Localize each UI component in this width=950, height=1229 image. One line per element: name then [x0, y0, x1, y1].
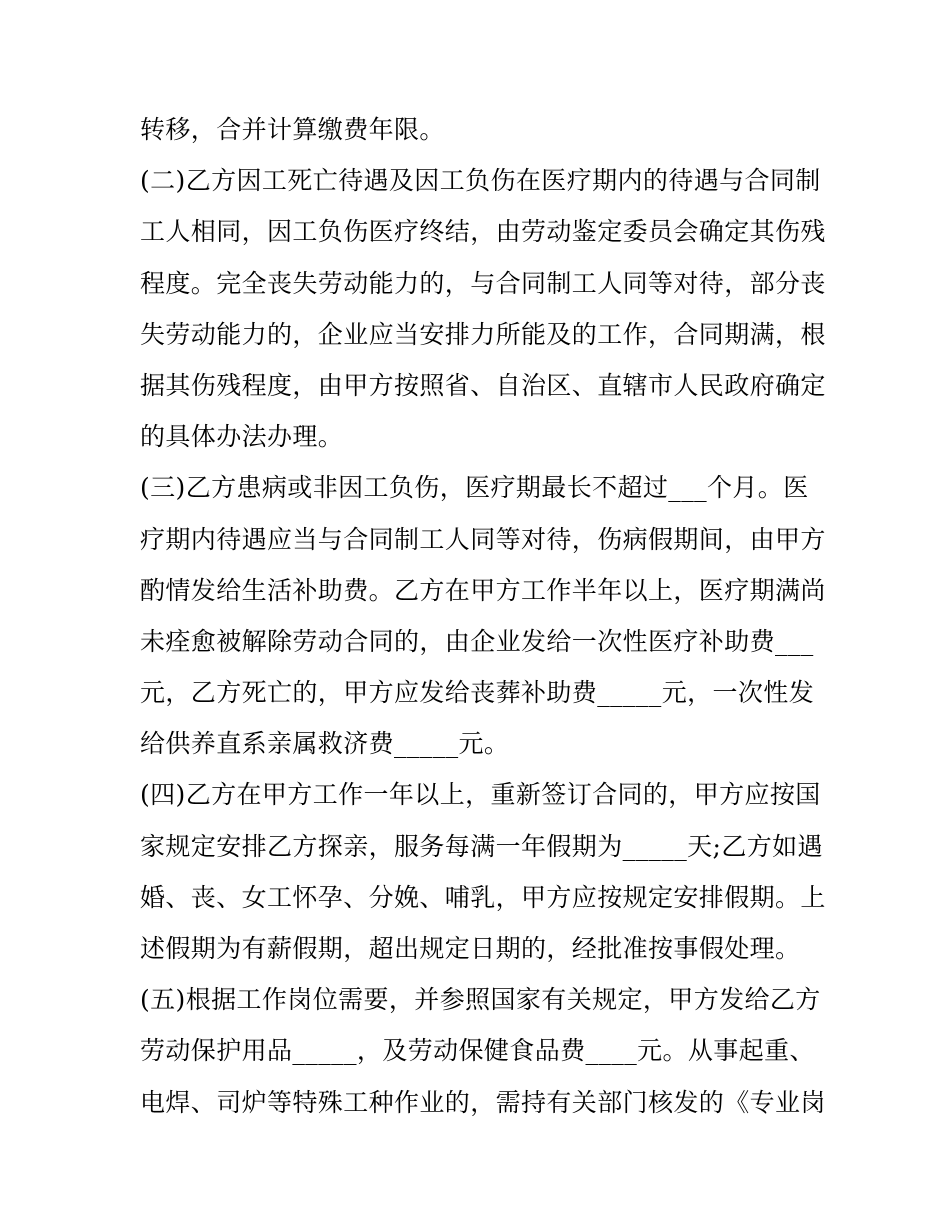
text-line: (五)根据工作岗位需要，并参照国家有关规定，甲方发给乙方	[140, 985, 821, 1015]
document-body	[140, 104, 826, 1128]
text-line: (二)乙方因工死亡待遇及因工负伤在医疗期内的待遇与合同制	[140, 166, 821, 196]
text-line: 给供养直系亲属救济费_____元。	[140, 729, 510, 759]
text-line: (四)乙方在甲方工作一年以上，重新签订合同的，甲方应按国	[140, 780, 821, 810]
text-line: 婚、丧、女工怀孕、分娩、哺乳，甲方应按规定安排假期。上	[140, 882, 826, 912]
text-line: 转移，合并计算缴费年限。	[140, 115, 445, 144]
text-line: 家规定安排乙方探亲，服务每满一年假期为_____天;乙方如遇	[140, 831, 823, 861]
text-line: 酌情发给生活补助费。乙方在甲方工作半年以上，医疗期满尚	[140, 575, 826, 605]
text-line: 的具体办法办理。	[140, 422, 344, 452]
text-line: 疗期内待遇应当与合同制工人同等对待，伤病假期间，由甲方	[140, 524, 826, 554]
text-line: 元，乙方死亡的，甲方应发给丧葬补助费_____元，一次性发	[140, 678, 815, 708]
text-line: 述假期为有薪假期，超出规定日期的，经批准按事假处理。	[140, 934, 801, 963]
text-line: (三)乙方患病或非因工负伤，医疗期最长不超过___个月。医	[140, 473, 809, 503]
text-line: 劳动保护用品_____，及劳动保健食品费____元。从事起重、	[140, 1036, 815, 1066]
text-line: 工人相同，因工负伤医疗终结，由劳动鉴定委员会确定其伤残	[140, 217, 826, 247]
text-line: 电焊、司炉等特殊工种作业的，需持有关部门核发的《专业岗	[140, 1087, 826, 1117]
text-line: 失劳动能力的，企业应当安排力所能及的工作，合同期满，根	[140, 319, 826, 349]
text-line: 程度。完全丧失劳动能力的，与合同制工人同等对待，部分丧	[140, 268, 826, 298]
text-line: 据其伤残程度，由甲方按照省、自治区、直辖市人民政府确定	[140, 370, 826, 400]
text-line: 未痊愈被解除劳动合同的，由企业发给一次性医疗补助费___	[140, 626, 814, 656]
